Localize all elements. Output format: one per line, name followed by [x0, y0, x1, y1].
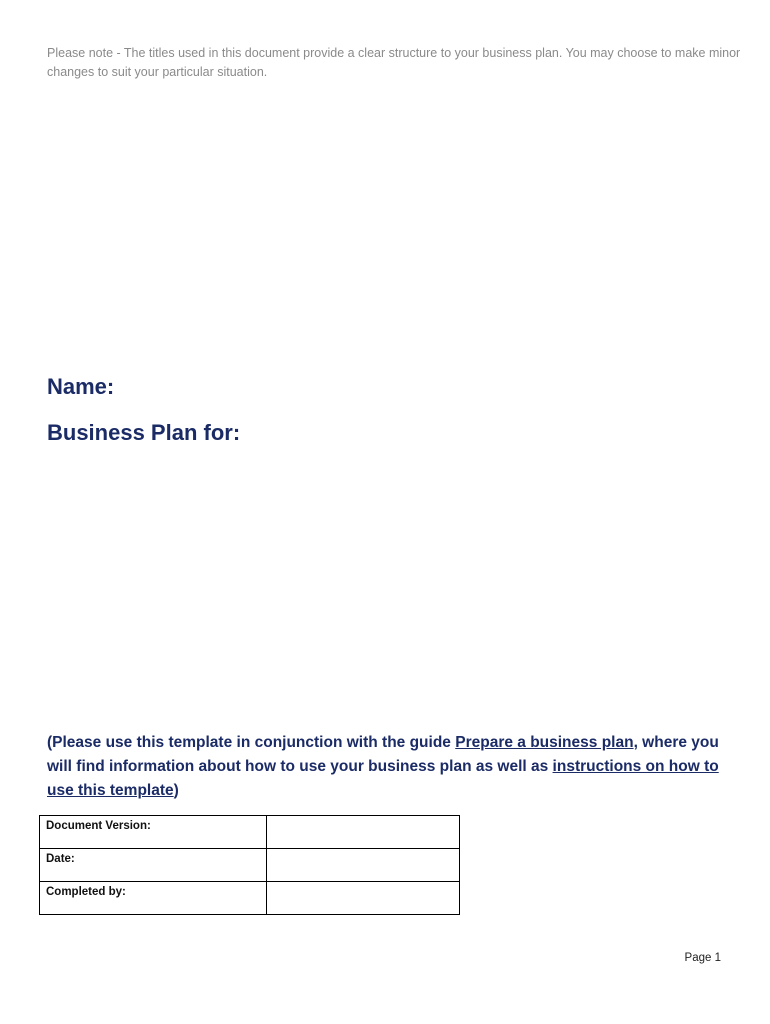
table-row: [40, 849, 460, 882]
completed-by-value[interactable]: [266, 882, 459, 915]
document-version-value[interactable]: [266, 816, 459, 849]
business-plan-heading: Business Plan for:: [47, 420, 241, 445]
document-version-label: Document Version:: [40, 816, 267, 849]
instructions-paragraph: [47, 731, 747, 803]
date-label: Date:: [40, 849, 267, 882]
name-heading: Name:: [47, 374, 115, 399]
template-note: Please note - The titles used in this document provide a clear structure to your business plan. You may choose to make minor changes to suit your particular situation.: [47, 46, 741, 79]
prepare-business-plan-link[interactable]: Prepare a business plan: [455, 734, 634, 751]
document-info-table: [39, 815, 460, 915]
table-row: [40, 816, 460, 849]
instructions-text-3: ): [173, 782, 179, 799]
page-number: Page 1: [684, 952, 721, 964]
table-row: [40, 882, 460, 915]
completed-by-label: Completed by:: [40, 882, 267, 915]
date-value[interactable]: [266, 849, 459, 882]
instructions-text-2: , where you will find information about how to use your business plan as well as: [47, 734, 719, 775]
instructions-text-1: (Please use this template in conjunction with the guide: [47, 734, 456, 751]
template-instructions-link[interactable]: instructions on how to use this template: [47, 758, 719, 799]
